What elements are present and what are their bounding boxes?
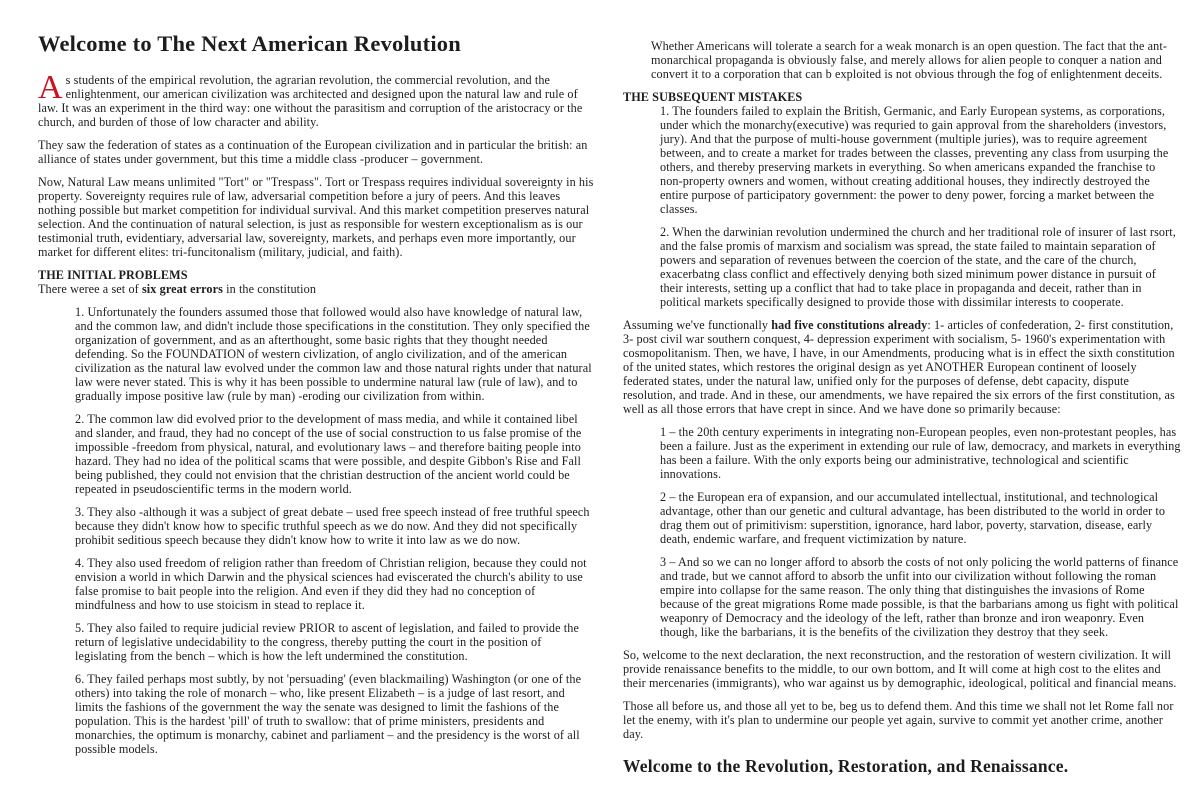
error-item-2: 2. The common law did evolved prior to the development of mass media, and while it contained libel and slander, and fraud, they had no concept of the use of social construction to us false promise of the impossible -freedom from physical, natural, and evolutionary laws – and therefore baiting people into hazard. They had no idea of the political scams that were possible, and despite Gibbon's Rise and Fall being published, they could not envision that the christian destruction of the ancient world could be repeated in pseudoscientific terms in the modern world. [75,412,582,496]
errors-intro-pre: There weree a set of [38,282,142,296]
closing-paragraph-1: So, welcome to the next declaration, the next reconstruction, and the restoration of western civilization. It will provide renaissance benefits to the middle, to our own bottom, and It will come at high cost to the elites and their mercenaries (immigrants), who war against us by demographic, ideological, political and financial means. [623,648,1177,690]
continuation-paragraph: Whether Americans will tolerate a search for a weak monarch is an open question. The fact that the ant-monarchical propaganda is obviously false, and merely allows for alien people to conquer a nation and convert it to a corporation that can b exploited is not obvious through the fog of enlightenment deceits. [651,39,1167,81]
errors-intro-bold: six great errors [141,282,223,296]
left-column [38,24,596,788]
error-item-4: 4. They also used freedom of religion rather than freedom of Christian religion, because they could not envision a world in which Darwin and the physical sciences had eviscerated the church's ability to use false promise to bait people into the religion. And even if they did they had no conception of mindfulness and how to use stoicism in stead to replace it. [75,556,587,612]
error-item-5: 5. They also failed to require judicial review PRIOR to ascent of legislation, and failed to provide the return of legislative undecidability to the congress, thereby putting the court in the position of legislating from the bench – which is how the left undermined the constitution. [75,621,579,663]
intro-paragraph [38,69,596,129]
because-item-2: 2 – the European era of expansion, and our accumulated intellectual, institutional, and technological advantage, other than our genetic and cultural advantage, has been distributed to the world in order to drag them out of primitivism: superstition, ignorance, hard labor, poverty, starvation, disease, early death, endemic warfare, and frequent victimization by nature. [660,490,1166,546]
amendments-bold: had five constitutions already [771,318,928,332]
closing-paragraph-2: Those all before us, and those all yet to be, beg us to defend them. And this time we shall not let Rome fall nor let the enemy, with it's plan to undermine our people yet again, survive to commit yet another crime, another day. [623,699,1174,741]
mistake-item-1: 1. The founders failed to explain the British, Germanic, and Early European systems, as corporations, under which the monarchy(executive) was requried to gain approval from the shareholders (investors, jury). And that the purpose of multi-house government (multiple juries), was to require agreement between, and to create a market for trades between the classes, preventing any class from usurping the others, and thereby preserving markets in everything. So when americans expanded the franchise to non-property owners and women, without creating additional houses, they indirectly destroyed the entire purpose of participatory government: the power to deny power, forcing a market between the classes. [660,104,1169,216]
natural-law-paragraph: Now, Natural Law means unlimited "Tort" or "Trespass". Tort or Trespass requires individual sovereignty in his property. Sovereignty requires rule of law, adversarial competition before a jury of peers. And this leaves nothing possible but market competition for individual survival. And this market competition preserves natural selection. And the continuation of natural selection, is just as responsible for western exceptionalism as is our testimonial truth, evidentiary, adversarial law, sovereignty, markets, and perhaps even more importantly, our market for different elites: tri-funcitonalism (military, judicial, and faith). [38,175,594,259]
section-heading-initial-problems: THE INITIAL PROBLEMS [38,268,188,282]
section-heading-subsequent-mistakes: THE SUBSEQUENT MISTAKES [623,90,803,104]
because-item-3: 3 – And so we can no longer afford to absorb the costs of not only policing the world patterns of finance and trade, but we cannot afford to absorb the unfit into our civilization without following the roman empire into collapse for the same reason. The only thing that distinguishes the invasions of Rome because of the great migrations Rome made possible, is that the barbarians among us fight with political weaponry of Democracy and the ideology of the left, rather than bronze and iron weaponry. Even though, like the barbarians, it is the benefits of the civilization they destroy that they seek. [660,555,1179,639]
errors-intro-line [38,282,596,296]
because-item-1: 1 – the 20th century experiments in integrating non-European peoples, even non-protestant peoples, has been a failure. Just as the experiment in extending our rule of law, democracy, and markets in everything has been a failure. With the only exports being our administrative, technological and scientific innovations. [660,425,1181,481]
amendments-post: : 1- articles of confederation, 2- first constitution, 3- post civil war southern conquest, 4- depression experiment with socialism, 5- 1960's experimentation with cosmopolitanism. Then, we have, I have, in our Amendments, producing what is in effect the sixth constitution of the united states, which restores the original design as yet ANOTHER European continent of loosely federated states, under the natural law, unified only for the purposes of defense, debt capacity, dispute resolution, and trade. And in these, our amendments, we have repaired the six errors of the first constitution, as well as all those errors that have crept in since. And we have done so primarily because: [623,318,1175,416]
errors-intro-post: in the constitution [222,282,317,296]
page-title: Welcome to The Next American Revolution [38,31,461,56]
final-heading: Welcome to the Revolution, Restoration, and Renaissance. [623,756,1069,776]
mistake-item-2: 2. When the darwinian revolution undermined the church and her traditional role of insurer of last rsort, and the false promis of marxism and socialism was spread, the state failed to maintain separation of powers and separation of revenues between the coercion of the state, and the care of the church, exacerbatng class conflict and effectively denying both sized minimum power distance in pursuit of their interests, setting up a conflict that had to take place in propaganda and deceit, rather than in political markets specifically designed to provide those with dissimilar interests to cooperate. [660,225,1176,309]
amendments-pre: Assuming we've functionally [623,318,772,332]
amendments-paragraph [623,318,1181,416]
error-item-1: 1. Unfortunately the founders assumed those that followed would also have knowledge of natural law, and the common law, and didn't include those specifications in the constitution. They only specified the organization of government, and as an afterthought, some basic rights that they thought needed defending. So the FOUNDATION of western civlization, of anglo civilization, and of the american civilization as the natural law evolved under the common law and those natural rights under that natural law were never stated. This is why it has been possible to undermine natural law (rule of law), and to gradually impose positive law (rule by man) -eroding our civilization from within. [75,305,592,403]
federation-paragraph: They saw the federation of states as a continuation of the European civilization and in particular the british: an alliance of states under government, but this time a middle class -producer – government. [38,138,588,166]
intro-text: s students of the empirical revolution, the agrarian revolution, the commercial revolution, and the enlightenment, our american civilization was architected and designed upon the natural law and rule of law. It was an experiment in the third way: one without the parasitism and corruption of the aristocracy or the church, and burden of those of low character and ability. [38,73,583,129]
dropcap-letter: A [38,69,63,106]
error-item-6: 6. They failed perhaps most subtly, by not 'persuading' (even blackmailing) Washington (or one of the others) into taking the role of monarch – who, like present Elizabeth – is a judge of last resort, and limits the fashions of the government the way the senate was designed to limit the fashions of the population. This is the hardest 'pill' of truth to swallow: that of prime ministers, presidents and monarchies, the optimum is monarchy, cabinet and parliament – and the presidency is the worst of all possible models. [75,672,582,756]
right-column [623,24,1181,788]
error-item-3: 3. They also -although it was a subject of great debate – used free speech instead of free truthful speech because they didn't know how to specific truthful speech as we do now. And they did not specifically prohibit seditious speech because they didn't know how to write it into law as we do now. [75,505,590,547]
